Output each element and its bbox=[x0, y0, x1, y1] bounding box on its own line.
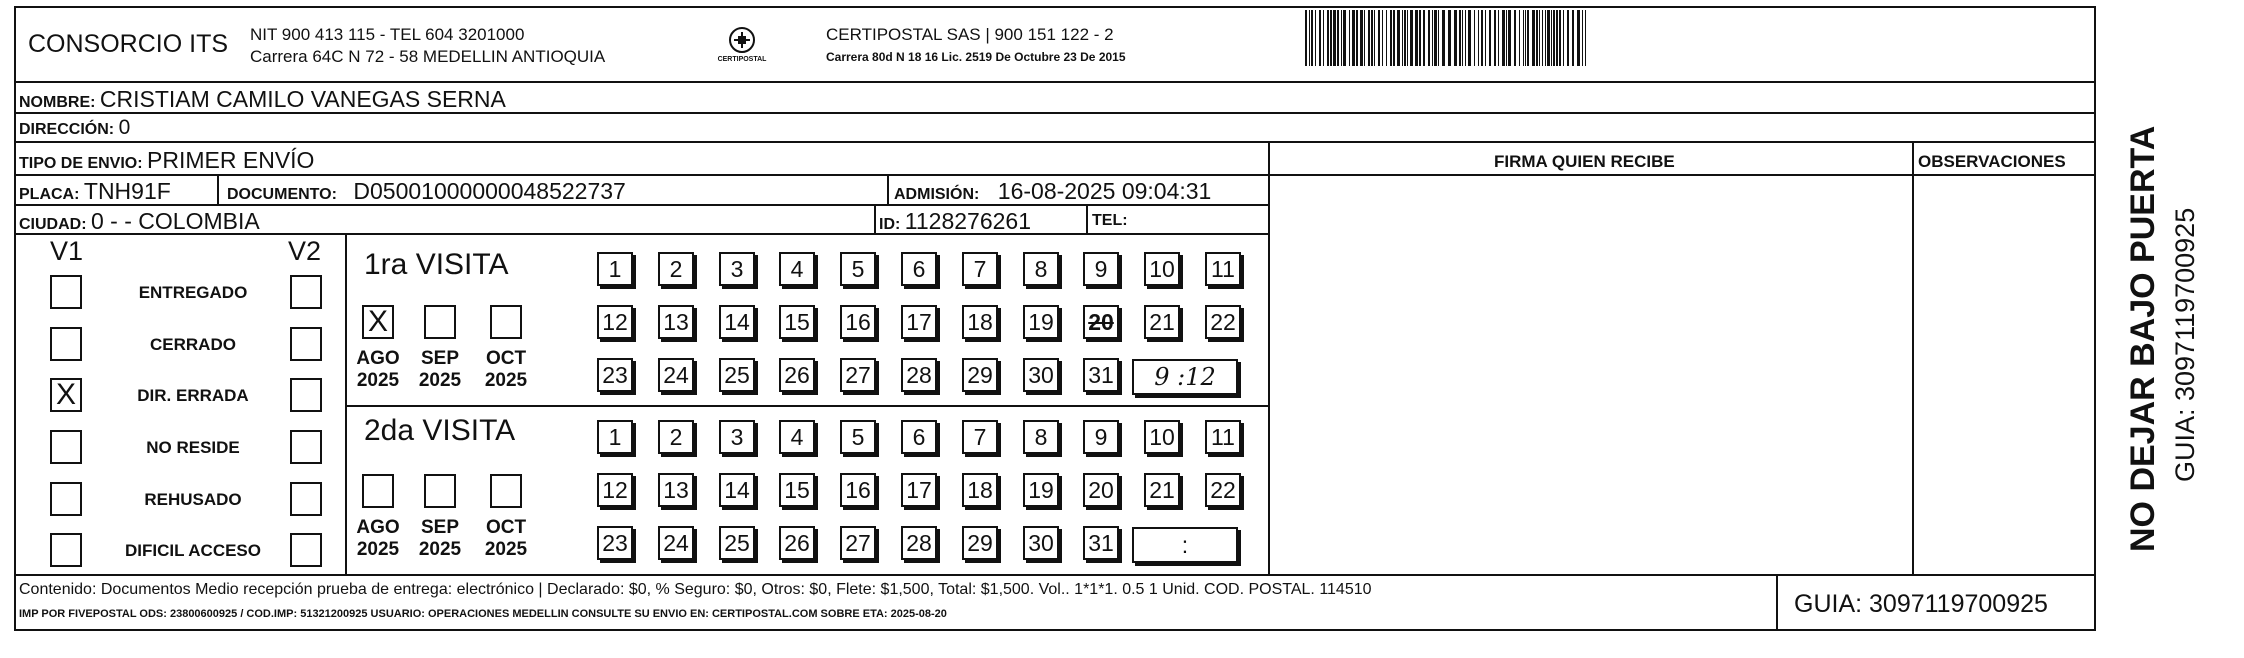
barcode bbox=[1305, 10, 1910, 66]
visit1-day-box[interactable]: 1 bbox=[597, 252, 633, 286]
visit1-month-label: OCT bbox=[485, 348, 527, 369]
visit2-day-box[interactable]: 13 bbox=[658, 473, 694, 507]
status-option-label: CERRADO bbox=[150, 335, 236, 354]
visit2-time: : bbox=[1181, 531, 1189, 558]
visit1-day-box[interactable]: 5 bbox=[840, 252, 876, 286]
direccion-label: DIRECCIÓN: bbox=[19, 121, 115, 138]
visit2-day-box[interactable]: 22 bbox=[1205, 473, 1241, 507]
visit2-day-box[interactable]: 27 bbox=[840, 526, 876, 560]
placa-value: TNH91F bbox=[83, 178, 171, 204]
visit1-day-box[interactable]: 17 bbox=[901, 305, 937, 339]
visit1-year-label: 2025 bbox=[484, 370, 528, 391]
ciudad-label: CIUDAD: bbox=[19, 216, 87, 233]
id-value: 1128276261 bbox=[904, 208, 1031, 234]
rule bbox=[14, 174, 2096, 176]
visit1-time: 9 :12 bbox=[1154, 363, 1216, 391]
footer-imp: IMP POR FIVEPOSTAL ODS: 23800600925 / COD.IMP: 51321200925 USUARIO: OPERACIONES MEDELLIN CONSULTE SU ENVIO EN: CERTIPOSTAL.COM SOBRE ETA: 2025-08-20 bbox=[19, 608, 947, 620]
visit2-day-box[interactable]: 26 bbox=[779, 526, 815, 560]
visit1-day-box[interactable]: 11 bbox=[1205, 252, 1241, 286]
month-checkbox[interactable] bbox=[424, 474, 456, 508]
visit1-day-box[interactable]: 28 bbox=[901, 358, 937, 392]
rule bbox=[14, 574, 2096, 576]
tel-label: TEL: bbox=[1092, 212, 1128, 229]
v2-checkbox[interactable] bbox=[290, 482, 322, 516]
tipo-envio-label: TIPO DE ENVIO: bbox=[19, 155, 143, 172]
visit1-month-label: SEP bbox=[420, 348, 460, 369]
visit1-day-box[interactable]: 27 bbox=[840, 358, 876, 392]
visit1-day-box[interactable]: 25 bbox=[719, 358, 755, 392]
visit1-day-box[interactable]: 20 bbox=[1083, 305, 1119, 339]
visit1-title: 1ra VISITA bbox=[364, 248, 509, 281]
documento-label: DOCUMENTO: bbox=[227, 186, 337, 203]
visit1-day-box[interactable]: 9 bbox=[1083, 252, 1119, 286]
visit2-day-box[interactable]: 31 bbox=[1083, 526, 1119, 560]
visit1-time-box[interactable] bbox=[1132, 359, 1238, 395]
status-option-label: DIR. ERRADA bbox=[137, 386, 249, 405]
visit2-day-box[interactable]: 28 bbox=[901, 526, 937, 560]
rule bbox=[345, 405, 1268, 407]
visit2-day-box[interactable]: 8 bbox=[1023, 420, 1059, 454]
visit1-day-box[interactable]: 29 bbox=[962, 358, 998, 392]
visit2-day-box[interactable]: 24 bbox=[658, 526, 694, 560]
visit2-day-box[interactable]: 3 bbox=[719, 420, 755, 454]
v2-checkbox[interactable] bbox=[290, 378, 322, 412]
visit2-day-box[interactable]: 23 bbox=[597, 526, 633, 560]
carrier-line1: CERTIPOSTAL SAS | 900 151 122 - 2 bbox=[826, 25, 1114, 44]
barcode-bar bbox=[1586, 10, 1589, 66]
visit1-year-label: 2025 bbox=[418, 370, 462, 391]
visit1-day-box[interactable]: 2 bbox=[658, 252, 694, 286]
visit2-day-box[interactable]: 4 bbox=[779, 420, 815, 454]
visit2-month-label: SEP bbox=[420, 517, 460, 538]
observaciones-header: OBSERVACIONES bbox=[1918, 152, 2066, 171]
nombre-value: CRISTIAM CAMILO VANEGAS SERNA bbox=[99, 86, 506, 112]
nombre-label: NOMBRE: bbox=[19, 94, 96, 111]
rule bbox=[14, 141, 2096, 143]
visit2-day-box[interactable]: 14 bbox=[719, 473, 755, 507]
visit2-day-box[interactable]: 18 bbox=[962, 473, 998, 507]
visit1-day-box[interactable]: 26 bbox=[779, 358, 815, 392]
visit2-time-box[interactable] bbox=[1132, 527, 1238, 563]
visit1-day-box[interactable]: 22 bbox=[1205, 305, 1241, 339]
v2-checkbox[interactable] bbox=[290, 327, 322, 361]
v2-checkbox[interactable] bbox=[290, 430, 322, 464]
visit1-day-box[interactable]: 8 bbox=[1023, 252, 1059, 286]
visit2-month-label: OCT bbox=[485, 517, 527, 538]
visit2-day-box[interactable]: 29 bbox=[962, 526, 998, 560]
visit1-day-box[interactable]: 6 bbox=[901, 252, 937, 286]
rule bbox=[887, 174, 889, 204]
status-option-label: DIFICIL ACCESO bbox=[124, 541, 261, 560]
visit2-title: 2da VISITA bbox=[364, 414, 516, 447]
visit2-day-box[interactable]: 2 bbox=[658, 420, 694, 454]
v1-checkbox[interactable] bbox=[50, 430, 82, 464]
visit2-year-label: 2025 bbox=[418, 539, 462, 560]
rule bbox=[1268, 141, 1270, 574]
visit1-month-label: AGO bbox=[356, 348, 400, 369]
visit1-day-box[interactable]: 19 bbox=[1023, 305, 1059, 339]
visit2-year-label: 2025 bbox=[484, 539, 528, 560]
visit1-year-label: 2025 bbox=[356, 370, 400, 391]
month-checkbox[interactable]: X bbox=[362, 305, 394, 339]
firma-header: FIRMA QUIEN RECIBE bbox=[1494, 152, 1675, 171]
company-line2: Carrera 64C N 72 - 58 MEDELLIN ANTIOQUIA bbox=[250, 47, 606, 66]
visit2-day-box[interactable]: 6 bbox=[901, 420, 937, 454]
id-label: ID: bbox=[879, 216, 901, 233]
visit2-day-box[interactable]: 19 bbox=[1023, 473, 1059, 507]
visit1-day-box[interactable]: 18 bbox=[962, 305, 998, 339]
month-checkbox[interactable] bbox=[424, 305, 456, 339]
ciudad-value: 0 - - COLOMBIA bbox=[91, 208, 260, 234]
visit1-day-box[interactable]: 12 bbox=[597, 305, 633, 339]
visit1-day-box[interactable]: 31 bbox=[1083, 358, 1119, 392]
company-line1: NIT 900 413 115 - TEL 604 3201000 bbox=[250, 25, 525, 44]
rule bbox=[1086, 204, 1088, 233]
month-checkbox[interactable] bbox=[490, 474, 522, 508]
visit1-day-box[interactable]: 10 bbox=[1144, 252, 1180, 286]
visit2-day-box[interactable]: 11 bbox=[1205, 420, 1241, 454]
visit1-day-box[interactable]: 7 bbox=[962, 252, 998, 286]
status-option-label: REHUSADO bbox=[144, 490, 242, 509]
direccion-value: 0 bbox=[118, 116, 131, 139]
visit1-day-box[interactable]: 30 bbox=[1023, 358, 1059, 392]
visit2-day-box[interactable]: 30 bbox=[1023, 526, 1059, 560]
visit1-day-box[interactable]: 23 bbox=[597, 358, 633, 392]
v2-label: V2 bbox=[288, 236, 322, 266]
side-warning: NO DEJAR BAJO PUERTA bbox=[2124, 125, 2162, 552]
visit2-day-box[interactable]: 16 bbox=[840, 473, 876, 507]
admision-value: 16-08-2025 09:04:31 bbox=[997, 178, 1212, 204]
visit2-day-box[interactable]: 15 bbox=[779, 473, 815, 507]
v1-label: V1 bbox=[50, 236, 84, 266]
v1-checkbox[interactable] bbox=[50, 533, 82, 567]
visit2-day-box[interactable]: 17 bbox=[901, 473, 937, 507]
visit2-day-box[interactable]: 1 bbox=[597, 420, 633, 454]
v2-checkbox[interactable] bbox=[290, 533, 322, 567]
footer-content: Contenido: Documentos Medio recepción prueba de entrega: electrónico | Declarado: $0, % Seguro: $0, Otros: $0, Flete: $1,500, Total: $1,500. Vol.. 1*1*1. 0.5 1 Unid. COD. POSTAL. 114510 bbox=[19, 581, 1372, 598]
visit2-year-label: 2025 bbox=[356, 539, 400, 560]
rule bbox=[14, 81, 2096, 83]
certipostal-logo bbox=[712, 24, 772, 70]
visit2-day-box[interactable]: 12 bbox=[597, 473, 633, 507]
visit1-day-box[interactable]: 21 bbox=[1144, 305, 1180, 339]
rule bbox=[1912, 141, 1914, 574]
visit2-day-box[interactable]: 7 bbox=[962, 420, 998, 454]
logo-text: CERTIPOSTAL bbox=[717, 56, 767, 63]
visit2-day-box[interactable]: 10 bbox=[1144, 420, 1180, 454]
carrier-line2: Carrera 80d N 18 16 Lic. 2519 De Octubre 23 De 2015 bbox=[826, 50, 1126, 64]
rule bbox=[874, 204, 876, 233]
visit1-day-box[interactable]: 16 bbox=[840, 305, 876, 339]
tipo-envio-value: PRIMER ENVÍO bbox=[147, 147, 315, 173]
visit1-day-box[interactable]: 14 bbox=[719, 305, 755, 339]
visit1-day-box[interactable]: 15 bbox=[779, 305, 815, 339]
side-guia: GUIA: 3097119700925 bbox=[2170, 207, 2200, 482]
visit2-month-label: AGO bbox=[356, 517, 400, 538]
visit1-day-box[interactable]: 13 bbox=[658, 305, 694, 339]
v1-checkbox[interactable] bbox=[50, 327, 82, 361]
visit1-day-box[interactable]: 24 bbox=[658, 358, 694, 392]
visit2-day-box[interactable]: 20 bbox=[1083, 473, 1119, 507]
documento-value: D05001000000048522737 bbox=[353, 178, 626, 204]
month-checkbox[interactable] bbox=[362, 474, 394, 508]
status-option-label: ENTREGADO bbox=[138, 283, 248, 302]
visit2-day-box[interactable]: 5 bbox=[840, 420, 876, 454]
visit2-day-box[interactable]: 21 bbox=[1144, 473, 1180, 507]
admision-label: ADMISIÓN: bbox=[894, 186, 980, 203]
visit2-day-box[interactable]: 9 bbox=[1083, 420, 1119, 454]
placa-label: PLACA: bbox=[19, 186, 80, 203]
v2-checkbox[interactable] bbox=[290, 275, 322, 309]
rule bbox=[1776, 574, 1778, 631]
v1-checkbox[interactable]: X bbox=[50, 378, 82, 412]
month-checkbox[interactable] bbox=[490, 305, 522, 339]
v1-checkbox[interactable] bbox=[50, 482, 82, 516]
v1-checkbox[interactable] bbox=[50, 275, 82, 309]
visit1-day-box[interactable]: 3 bbox=[719, 252, 755, 286]
status-option-label: NO RESIDE bbox=[146, 438, 240, 457]
visit1-day-box[interactable]: 4 bbox=[779, 252, 815, 286]
footer-guia: GUIA: 3097119700925 bbox=[1794, 590, 2048, 618]
rule bbox=[217, 174, 219, 204]
rule bbox=[345, 233, 347, 574]
company-name: CONSORCIO ITS bbox=[28, 30, 229, 58]
visit2-day-box[interactable]: 25 bbox=[719, 526, 755, 560]
